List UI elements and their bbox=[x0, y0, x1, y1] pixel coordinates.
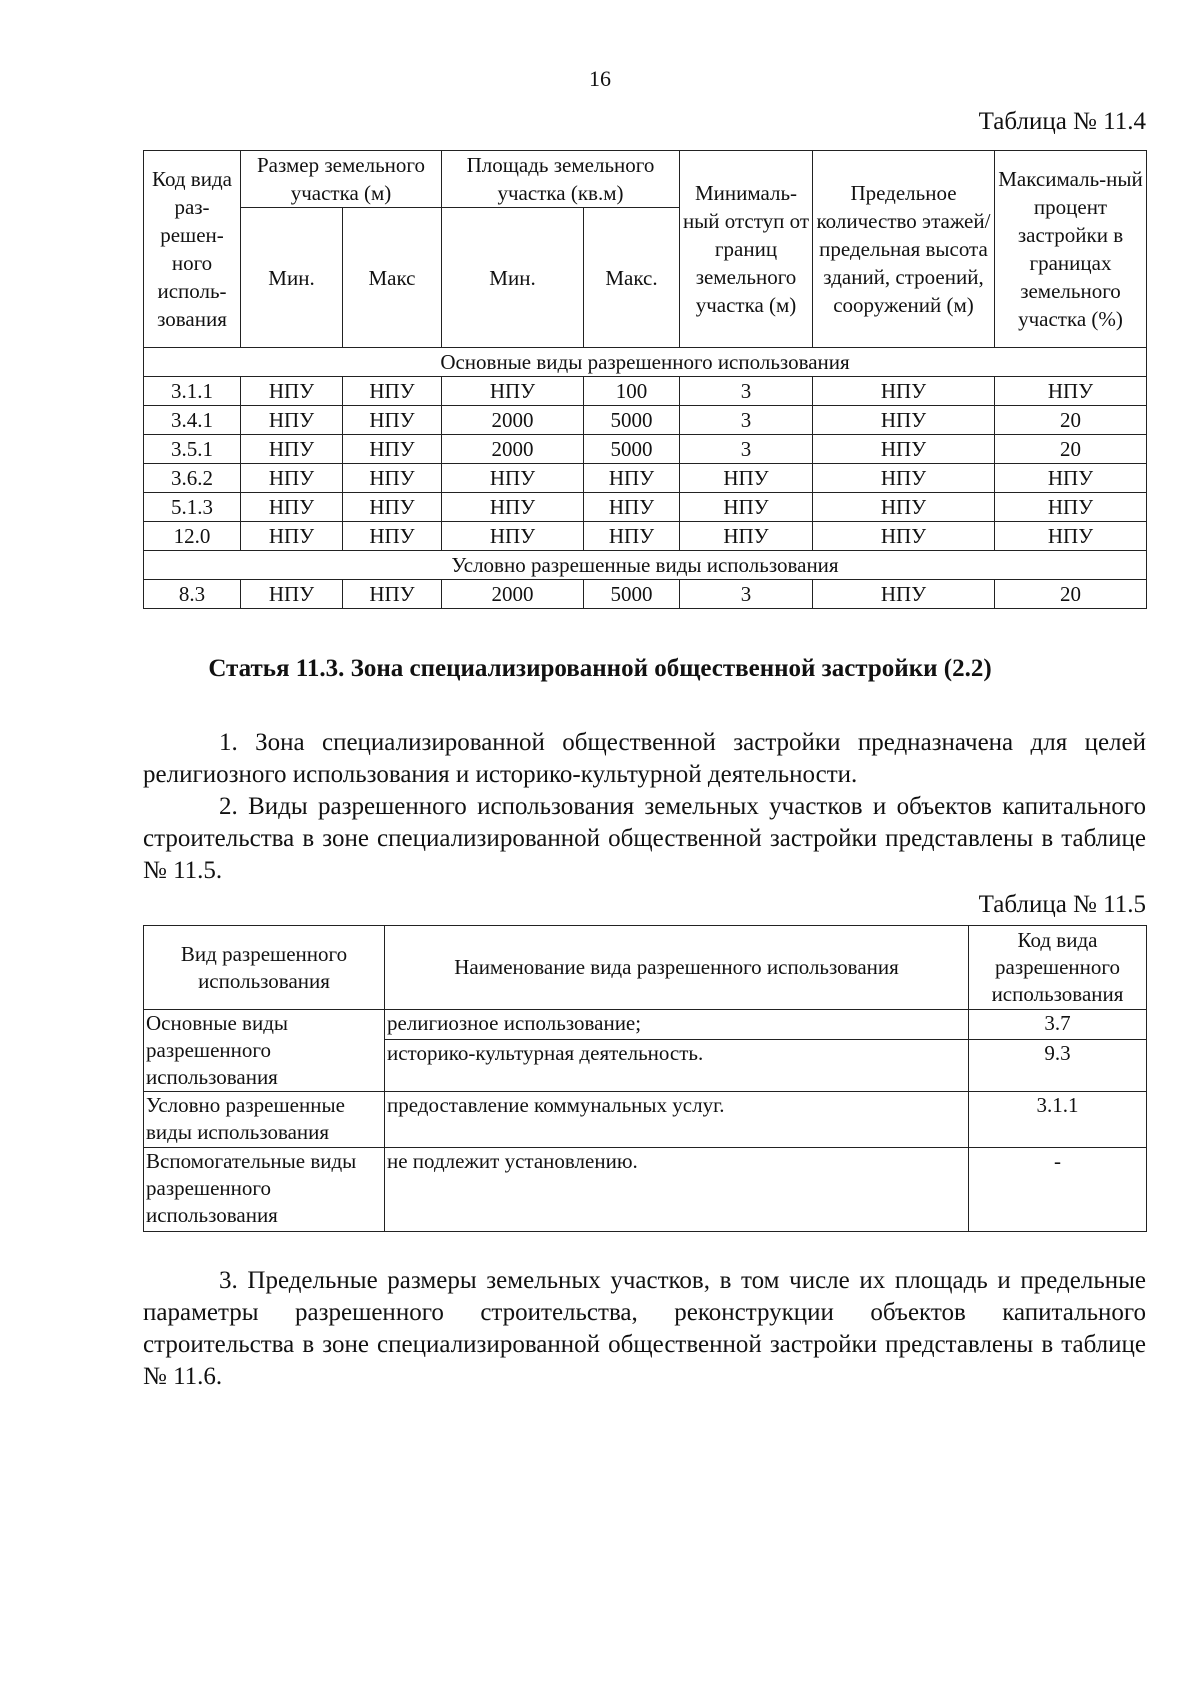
value-cell: 20 bbox=[995, 435, 1147, 464]
code-cell: 12.0 bbox=[144, 522, 241, 551]
value-cell: НПУ bbox=[813, 464, 995, 493]
value-cell: НПУ bbox=[584, 522, 680, 551]
value-cell: НПУ bbox=[241, 580, 343, 609]
value-cell: 20 bbox=[995, 406, 1147, 435]
value-cell: НПУ bbox=[343, 580, 442, 609]
value-cell: НПУ bbox=[343, 522, 442, 551]
value-cell: НПУ bbox=[813, 522, 995, 551]
name-cell: религиозное использование; bbox=[385, 1010, 969, 1040]
value-cell: НПУ bbox=[241, 406, 343, 435]
value-cell: 5000 bbox=[584, 580, 680, 609]
value-cell: 5000 bbox=[584, 435, 680, 464]
header-code: Код вида разрешенного использования bbox=[969, 926, 1147, 1010]
header-area-min: Мин. bbox=[442, 208, 584, 348]
value-cell: НПУ bbox=[813, 580, 995, 609]
value-cell: НПУ bbox=[343, 493, 442, 522]
value-cell: НПУ bbox=[241, 464, 343, 493]
kind-main: Основные виды разрешенного использования bbox=[144, 1010, 385, 1092]
value-cell: НПУ bbox=[241, 522, 343, 551]
table-row bbox=[144, 377, 1147, 406]
header-code: Код вида раз-решен-ного исполь-зования bbox=[144, 151, 241, 348]
code-cell: 3.7 bbox=[969, 1010, 1147, 1040]
code-cell: 9.3 bbox=[969, 1040, 1147, 1092]
page-number: 16 bbox=[589, 66, 611, 91]
table-11-4-caption: Таблица № 11.4 bbox=[978, 108, 1146, 135]
value-cell: НПУ bbox=[680, 493, 813, 522]
value-cell: НПУ bbox=[995, 522, 1147, 551]
value-cell: НПУ bbox=[584, 464, 680, 493]
value-cell: НПУ bbox=[442, 522, 584, 551]
value-cell: НПУ bbox=[995, 464, 1147, 493]
code-cell: 3.6.2 bbox=[144, 464, 241, 493]
code-cell: - bbox=[969, 1148, 1147, 1232]
header-size-max: Макс bbox=[343, 208, 442, 348]
header-name: Наименование вида разрешенного использования bbox=[385, 926, 969, 1010]
table-row bbox=[144, 464, 1147, 493]
header-offset: Минималь-ный отступ от границ земельного участка (м) bbox=[680, 151, 813, 348]
value-cell: 2000 bbox=[442, 435, 584, 464]
code-cell: 3.5.1 bbox=[144, 435, 241, 464]
value-cell: НПУ bbox=[343, 406, 442, 435]
table-row bbox=[144, 522, 1147, 551]
table-row bbox=[144, 435, 1147, 464]
value-cell: НПУ bbox=[442, 377, 584, 406]
value-cell: 3 bbox=[680, 435, 813, 464]
value-cell: НПУ bbox=[241, 435, 343, 464]
section-main: Основные виды разрешенного использования bbox=[144, 348, 1147, 377]
table-11-5 bbox=[143, 925, 1147, 1232]
value-cell: НПУ bbox=[995, 493, 1147, 522]
kind-conditional: Условно разрешенные виды использования bbox=[144, 1092, 385, 1148]
header-floors: Предельное количество этажей/ предельная высота зданий, строений, сооружений (м) bbox=[813, 151, 995, 348]
value-cell: НПУ bbox=[241, 377, 343, 406]
paragraph-1: 1. Зона специализированной общественной застройки предназначена для целей религиозного использования и историко-культурной деятельности. bbox=[143, 729, 1146, 788]
value-cell: НПУ bbox=[813, 435, 995, 464]
code-cell: 3.4.1 bbox=[144, 406, 241, 435]
name-cell: не подлежит установлению. bbox=[385, 1148, 969, 1232]
table-11-5-caption: Таблица № 11.5 bbox=[978, 891, 1146, 918]
value-cell: НПУ bbox=[680, 522, 813, 551]
header-kind: Вид разрешенного использования bbox=[144, 926, 385, 1010]
value-cell: НПУ bbox=[241, 493, 343, 522]
table-row bbox=[144, 406, 1147, 435]
name-cell: историко-культурная деятельность. bbox=[385, 1040, 969, 1092]
value-cell: НПУ bbox=[680, 464, 813, 493]
name-cell: предоставление коммунальных услуг. bbox=[385, 1092, 969, 1148]
value-cell: 2000 bbox=[442, 406, 584, 435]
value-cell: НПУ bbox=[343, 464, 442, 493]
table-row bbox=[144, 493, 1147, 522]
value-cell: НПУ bbox=[995, 377, 1147, 406]
code-cell: 5.1.3 bbox=[144, 493, 241, 522]
value-cell: НПУ bbox=[813, 493, 995, 522]
header-percent: Максималь-ный процент застройки в границах земельного участка (%) bbox=[995, 151, 1147, 348]
table-row bbox=[144, 580, 1147, 609]
section-conditional: Условно разрешенные виды использования bbox=[144, 551, 1147, 580]
code-cell: 3.1.1 bbox=[969, 1092, 1147, 1148]
value-cell: НПУ bbox=[442, 464, 584, 493]
value-cell: 3 bbox=[680, 406, 813, 435]
value-cell: НПУ bbox=[442, 493, 584, 522]
value-cell: НПУ bbox=[813, 406, 995, 435]
article-heading: Статья 11.3. Зона специализированной общественной застройки (2.2) bbox=[208, 655, 992, 682]
value-cell: 100 bbox=[584, 377, 680, 406]
value-cell: 2000 bbox=[442, 580, 584, 609]
header-area: Площадь земельного участка (кв.м) bbox=[442, 151, 680, 208]
code-cell: 3.1.1 bbox=[144, 377, 241, 406]
table-11-4 bbox=[143, 150, 1147, 609]
paragraph-3: 3. Предельные размеры земельных участков, в том числе их площадь и предельные параметры разрешенного строительства, реконструкции объектов капитального строительства в зоне специализированной общественной застройки представлены в таблице № 11.6. bbox=[143, 1267, 1146, 1390]
paragraph-2: 2. Виды разрешенного использования земельных участков и объектов капитального строительства в зоне специализированной общественной застройки представлены в таблице № 11.5. bbox=[143, 793, 1146, 884]
value-cell: 20 bbox=[995, 580, 1147, 609]
header-area-max: Макс. bbox=[584, 208, 680, 348]
value-cell: НПУ bbox=[343, 435, 442, 464]
code-cell: 8.3 bbox=[144, 580, 241, 609]
value-cell: НПУ bbox=[813, 377, 995, 406]
value-cell: НПУ bbox=[343, 377, 442, 406]
header-size-min: Мин. bbox=[241, 208, 343, 348]
value-cell: НПУ bbox=[584, 493, 680, 522]
value-cell: 3 bbox=[680, 377, 813, 406]
value-cell: 3 bbox=[680, 580, 813, 609]
header-size: Размер земельного участка (м) bbox=[241, 151, 442, 208]
kind-auxiliary: Вспомогательные виды разрешенного использования bbox=[144, 1148, 385, 1232]
value-cell: 5000 bbox=[584, 406, 680, 435]
